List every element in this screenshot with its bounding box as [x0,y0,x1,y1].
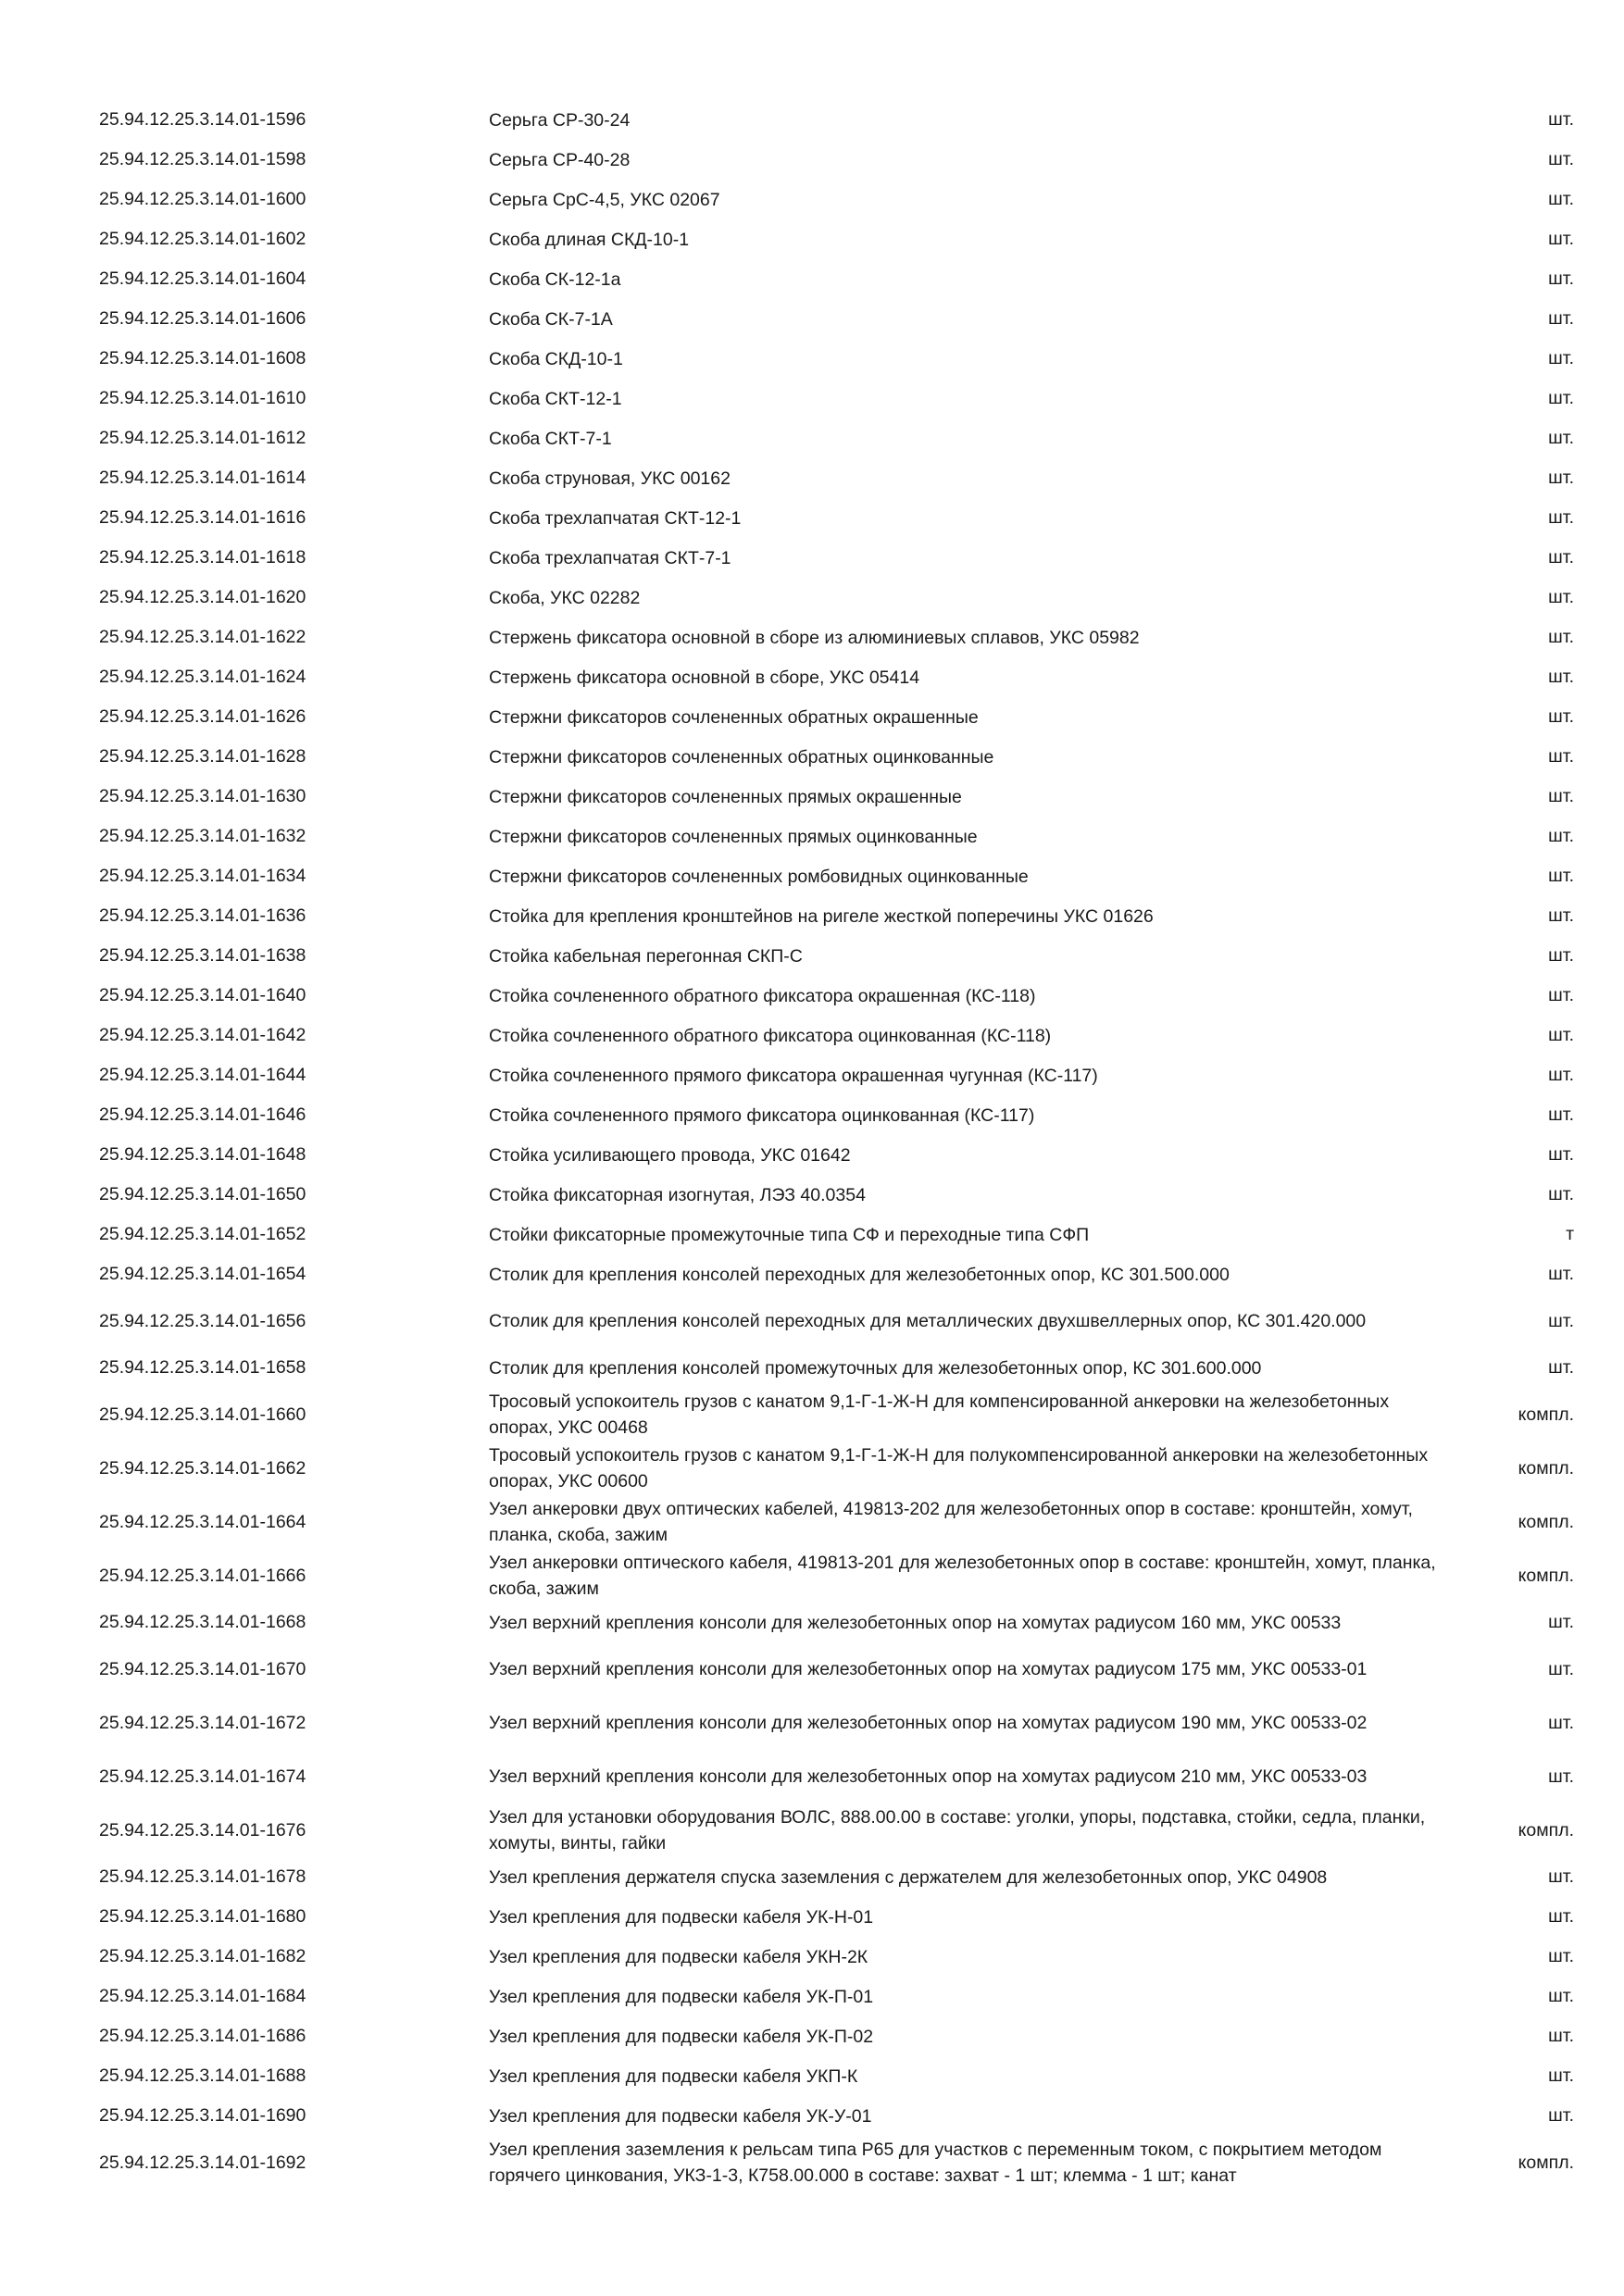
table-row [0,1603,1624,1642]
table-row [0,259,1624,299]
table-row [0,777,1624,817]
item-unit: шт. [1548,109,1574,130]
item-name: Узел верхний крепления консоли для железобетонных опор на хомутах радиусом 210 мм, УКС 00533-03 [489,1766,1368,1787]
table-row [0,1642,1624,1696]
item-unit: т [1566,1224,1574,1244]
item-code: 25.94.12.25.3.14.01-1668 [99,1612,306,1632]
item-code: 25.94.12.25.3.14.01-1680 [99,1906,306,1927]
table-row [0,856,1624,896]
item-unit: компл. [1518,1404,1574,1425]
item-code: 25.94.12.25.3.14.01-1652 [99,1224,306,1244]
item-code: 25.94.12.25.3.14.01-1664 [99,1511,306,1532]
item-unit: шт. [1548,1658,1574,1679]
item-name: Стержни фиксаторов сочлененных обратных оцинкованные [489,746,994,767]
item-name: Скоба струновая, УКС 00162 [489,468,731,489]
item-name: Столик для крепления консолей переходных для железобетонных опор, КС 301.500.000 [489,1264,1230,1285]
item-unit: шт. [1548,985,1574,1005]
table-row [0,538,1624,578]
item-name: Столик для крепления консолей промежуточных для железобетонных опор, КС 301.600.000 [489,1357,1262,1379]
item-code: 25.94.12.25.3.14.01-1626 [99,706,306,727]
table-row [0,737,1624,777]
table-row [0,1348,1624,1388]
table-row [0,458,1624,498]
item-code: 25.94.12.25.3.14.01-1604 [99,268,306,289]
item-code: 25.94.12.25.3.14.01-1620 [99,587,306,607]
table-row [0,1135,1624,1175]
item-name: Скоба, УКС 02282 [489,587,641,608]
item-name: Узел крепления для подвески кабеля УК-П-01 [489,1986,874,2007]
item-name: Скоба трехлапчатая СКТ-12-1 [489,507,742,529]
item-unit: шт. [1548,826,1574,846]
item-code: 25.94.12.25.3.14.01-1642 [99,1025,306,1045]
item-code: 25.94.12.25.3.14.01-1646 [99,1104,306,1125]
item-code: 25.94.12.25.3.14.01-1624 [99,667,306,687]
item-name: Стойка сочлененного прямого фиксатора оцинкованная (КС-117) [489,1104,1035,1126]
item-unit: шт. [1548,2065,1574,2086]
item-name: Стержни фиксаторов сочлененных прямых оцинкованные [489,826,978,847]
item-name: Стержень фиксатора основной в сборе, УКС 05414 [489,667,920,688]
price-list-table [0,100,1624,2190]
table-row [0,1897,1624,1937]
table-row [0,1055,1624,1095]
item-code: 25.94.12.25.3.14.01-1676 [99,1819,306,1841]
item-unit: шт. [1548,1065,1574,1085]
item-code: 25.94.12.25.3.14.01-1630 [99,786,306,806]
item-name: Стойка сочлененного обратного фиксатора оцинкованная (КС-118) [489,1025,1052,1046]
table-row [0,1549,1624,1603]
table-row [0,1977,1624,2016]
item-unit: шт. [1548,1986,1574,2006]
item-code: 25.94.12.25.3.14.01-1686 [99,2026,306,2046]
item-name: Узел крепления держателя спуска заземления с держателем для железобетонных опор, УКС 04908 [489,1866,1328,1888]
item-name: Скоба СК-7-1А [489,308,613,330]
item-code: 25.94.12.25.3.14.01-1636 [99,905,306,926]
item-name: Скоба СКД-10-1 [489,348,623,369]
item-unit: шт. [1548,1310,1574,1331]
item-code: 25.94.12.25.3.14.01-1598 [99,149,306,169]
item-unit: шт. [1548,1712,1574,1733]
item-unit: компл. [1518,1511,1574,1532]
table-row [0,2016,1624,2056]
item-name: Узел крепления для подвески кабеля УКП-К [489,2065,858,2087]
item-code: 25.94.12.25.3.14.01-1660 [99,1404,306,1425]
item-unit: шт. [1548,1906,1574,1927]
table-row [0,140,1624,180]
item-code: 25.94.12.25.3.14.01-1678 [99,1866,306,1887]
item-name: Стержни фиксаторов сочлененных обратных окрашенные [489,706,979,728]
item-code: 25.94.12.25.3.14.01-1612 [99,428,306,448]
item-code: 25.94.12.25.3.14.01-1610 [99,388,306,408]
table-row [0,896,1624,936]
item-unit: компл. [1518,1819,1574,1841]
item-code: 25.94.12.25.3.14.01-1662 [99,1457,306,1479]
item-code: 25.94.12.25.3.14.01-1672 [99,1712,306,1733]
item-code: 25.94.12.25.3.14.01-1688 [99,2065,306,2086]
item-code: 25.94.12.25.3.14.01-1654 [99,1264,306,1284]
item-unit: шт. [1548,1144,1574,1165]
item-unit: шт. [1548,627,1574,647]
table-row [0,180,1624,219]
table-row [0,2056,1624,2096]
table-row [0,418,1624,458]
item-name: Стойка фиксаторная изогнутая, ЛЭЗ 40.0354 [489,1184,866,1205]
item-code: 25.94.12.25.3.14.01-1658 [99,1357,306,1378]
item-name: Узел анкеровки двух оптических кабелей, 419813-202 для железобетонных опор в составе: кронштейн, хомут, планка, скоба, зажим [489,1499,1413,1545]
item-code: 25.94.12.25.3.14.01-1638 [99,945,306,966]
item-unit: шт. [1548,905,1574,926]
item-unit: шт. [1548,1612,1574,1632]
item-name: Узел верхний крепления консоли для железобетонных опор на хомутах радиусом 175 мм, УКС 00533-01 [489,1659,1368,1679]
item-unit: шт. [1548,706,1574,727]
item-code: 25.94.12.25.3.14.01-1618 [99,547,306,568]
item-unit: шт. [1548,667,1574,687]
table-row [0,1441,1624,1495]
item-code: 25.94.12.25.3.14.01-1632 [99,826,306,846]
item-code: 25.94.12.25.3.14.01-1606 [99,308,306,329]
item-unit: шт. [1548,507,1574,528]
item-name: Узел крепления для подвески кабеля УКН-2К [489,1946,868,1967]
item-name: Серьга СР-30-24 [489,109,631,131]
item-unit: шт. [1548,229,1574,249]
item-name: Тросовый успокоитель грузов с канатом 9,1-Г-1-Ж-Н для полукомпенсированной анкеровки на железобетонных опорах, УКС 00600 [489,1445,1429,1491]
item-code: 25.94.12.25.3.14.01-1622 [99,627,306,647]
item-name: Узел крепления для подвески кабеля УК-Н-01 [489,1906,874,1928]
item-name: Серьга СР-40-28 [489,149,631,170]
item-unit: шт. [1548,1866,1574,1887]
item-unit: компл. [1518,1457,1574,1479]
item-code: 25.94.12.25.3.14.01-1596 [99,109,306,130]
item-code: 25.94.12.25.3.14.01-1640 [99,985,306,1005]
table-row [0,657,1624,697]
item-name: Стойка сочлененного прямого фиксатора окрашенная чугунная (КС-117) [489,1065,1098,1086]
table-row [0,697,1624,737]
item-name: Стойки фиксаторные промежуточные типа СФ и переходные типа СФП [489,1224,1090,1245]
item-code: 25.94.12.25.3.14.01-1602 [99,229,306,249]
item-unit: шт. [1548,308,1574,329]
item-unit: шт. [1548,1104,1574,1125]
item-name: Стержень фиксатора основной в сборе из алюминиевых сплавов, УКС 05982 [489,627,1140,648]
table-row [0,936,1624,976]
item-code: 25.94.12.25.3.14.01-1670 [99,1658,306,1679]
item-code: 25.94.12.25.3.14.01-1650 [99,1184,306,1204]
table-row [0,1294,1624,1348]
item-unit: шт. [1548,428,1574,448]
item-name: Стержни фиксаторов сочлененных прямых окрашенные [489,786,962,807]
table-row [0,618,1624,657]
item-unit: шт. [1548,945,1574,966]
item-name: Стойка усиливающего провода, УКС 01642 [489,1144,851,1166]
table-row [0,1937,1624,1977]
item-code: 25.94.12.25.3.14.01-1682 [99,1946,306,1966]
table-row [0,1803,1624,1857]
table-row [0,2096,1624,2136]
item-unit: шт. [1548,866,1574,886]
item-code: 25.94.12.25.3.14.01-1666 [99,1565,306,1586]
item-code: 25.94.12.25.3.14.01-1684 [99,1986,306,2006]
item-code: 25.94.12.25.3.14.01-1656 [99,1310,306,1331]
item-name: Узел анкеровки оптического кабеля, 419813-201 для железобетонных опор в составе: кронштейн, хомут, планка, скоба, зажим [489,1553,1436,1599]
item-code: 25.94.12.25.3.14.01-1674 [99,1766,306,1787]
item-unit: шт. [1548,268,1574,289]
item-unit: шт. [1548,189,1574,209]
item-unit: шт. [1548,388,1574,408]
item-name: Узел крепления для подвески кабеля УК-У-01 [489,2105,872,2127]
table-row [0,1175,1624,1215]
item-name: Скоба СКТ-12-1 [489,388,622,409]
table-row [0,2136,1624,2190]
item-unit: шт. [1548,149,1574,169]
item-unit: шт. [1548,1025,1574,1045]
table-row [0,1495,1624,1549]
table-row [0,1696,1624,1750]
item-unit: шт. [1548,1264,1574,1284]
table-row [0,976,1624,1016]
item-name: Тросовый успокоитель грузов с канатом 9,1-Г-1-Ж-Н для компенсированной анкеровки на железобетонных опорах, УКС 00468 [489,1391,1390,1438]
item-unit: компл. [1518,2152,1574,2173]
table-row [0,339,1624,379]
item-name: Стойка сочлененного обратного фиксатора окрашенная (КС-118) [489,985,1036,1006]
item-code: 25.94.12.25.3.14.01-1634 [99,866,306,886]
item-name: Узел для установки оборудования ВОЛС, 888.00.00 в составе: уголки, упоры, подставка, стойки, седла, планки, хомуты, винты, гайки [489,1807,1426,1853]
item-code: 25.94.12.25.3.14.01-1690 [99,2105,306,2126]
table-row [0,1095,1624,1135]
item-name: Стойка кабельная перегонная СКП-С [489,945,803,967]
item-unit: шт. [1548,746,1574,767]
table-row [0,100,1624,140]
table-row [0,1750,1624,1803]
item-unit: шт. [1548,1184,1574,1204]
item-name: Скоба СКТ-7-1 [489,428,612,449]
item-code: 25.94.12.25.3.14.01-1614 [99,468,306,488]
item-unit: шт. [1548,468,1574,488]
item-name: Узел крепления заземления к рельсам типа Р65 для участков с переменным током, с покрытием методом горячего цинкования, УКЗ-1-3, К758.00.000 в составе: захват - 1 шт; клемма - 1 шт; канат [489,2140,1382,2186]
item-unit: шт. [1548,1946,1574,1966]
table-row [0,1857,1624,1897]
item-unit: компл. [1518,1565,1574,1586]
table-row [0,817,1624,856]
item-unit: шт. [1548,2026,1574,2046]
item-code: 25.94.12.25.3.14.01-1608 [99,348,306,368]
table-row [0,219,1624,259]
item-name: Узел крепления для подвески кабеля УК-П-02 [489,2026,874,2047]
item-name: Узел верхний крепления консоли для железобетонных опор на хомутах радиусом 190 мм, УКС 00533-02 [489,1713,1368,1733]
table-row [0,1016,1624,1055]
table-row [0,379,1624,418]
table-row [0,498,1624,538]
item-name: Скоба трехлапчатая СКТ-7-1 [489,547,731,568]
table-row [0,578,1624,618]
item-unit: шт. [1548,1766,1574,1787]
item-name: Скоба СК-12-1а [489,268,621,290]
item-code: 25.94.12.25.3.14.01-1648 [99,1144,306,1165]
item-name: Серьга СрС-4,5, УКС 02067 [489,189,720,210]
item-name: Узел верхний крепления консоли для железобетонных опор на хомутах радиусом 160 мм, УКС 00533 [489,1612,1342,1633]
item-name: Стойка для крепления кронштейнов на ригеле жесткой поперечины УКС 01626 [489,905,1154,927]
item-unit: шт. [1548,2105,1574,2126]
item-unit: шт. [1548,587,1574,607]
item-name: Столик для крепления консолей переходных для металлических двухшвеллерных опор, КС 301.420.000 [489,1311,1367,1331]
item-code: 25.94.12.25.3.14.01-1692 [99,2152,306,2173]
item-name: Скоба длиная СКД-10-1 [489,229,690,250]
item-unit: шт. [1548,786,1574,806]
item-code: 25.94.12.25.3.14.01-1628 [99,746,306,767]
table-row [0,299,1624,339]
item-code: 25.94.12.25.3.14.01-1600 [99,189,306,209]
item-code: 25.94.12.25.3.14.01-1616 [99,507,306,528]
item-name: Стержни фиксаторов сочлененных ромбовидных оцинкованные [489,866,1029,887]
table-row [0,1215,1624,1254]
item-unit: шт. [1548,348,1574,368]
table-row [0,1388,1624,1441]
table-row [0,1254,1624,1294]
item-unit: шт. [1548,547,1574,568]
item-code: 25.94.12.25.3.14.01-1644 [99,1065,306,1085]
item-unit: шт. [1548,1357,1574,1378]
